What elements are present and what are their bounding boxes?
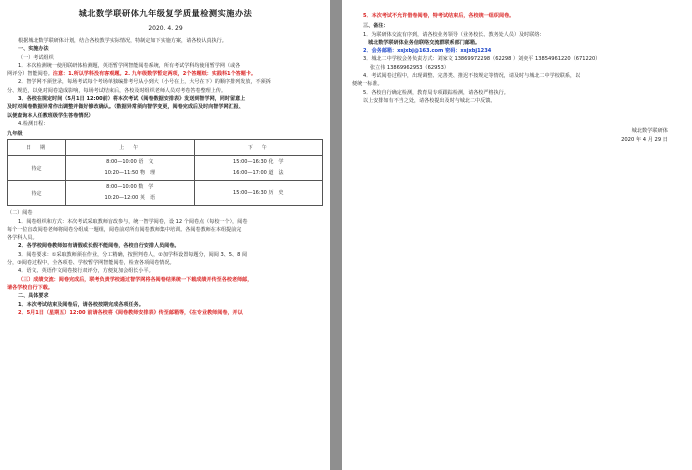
red-notice: 2．5月1日（星期五）12:00 前请各校将《阅卷教师安排表》传至邮箱等，《在专业教师阅卷，并以 <box>18 309 243 316</box>
schedule-label: 4.检测日程： <box>18 120 49 127</box>
intro-paragraph: 根据城北数学联研体计划，结合各校教学实际情况，特制定如下实施方案，请各校认真执行。 <box>18 38 227 44</box>
note-line: 4．考试阅卷过程中，出现调整、完善类、推迟不按规定等情况，请及时与城北二中学校联系，以 <box>363 73 581 80</box>
grade-label: 九年级 <box>7 131 23 138</box>
note-line: 5．各校自行确定检测，教育局专项跟踪检测，请各校严格执行。 <box>363 89 509 96</box>
note-line: 便统一标准。 <box>352 81 383 88</box>
red-notice: 请各学校自行下载。 <box>7 284 53 291</box>
document-page-1 <box>0 0 330 470</box>
note-line: 1．为联研体交流有序到，请各校业务领导（业务校长、教务处人员）及时联络： <box>363 31 545 38</box>
signature-date: 2020 年 4 月 29 日 <box>621 137 668 144</box>
paragraph-line: 2．智学网不须登录，每场考试每个考场单独编排考号从小到大（小号在上，大号在下）的顺序排列发放，不须拆 <box>18 79 271 86</box>
paragraph-line-bold: 以便查询本人任教班级学生答卷情况） <box>7 112 94 119</box>
table-cell: 8:00—10:00 语 文 10:20—11:50 物 理 <box>66 156 195 181</box>
page-gutter <box>330 0 342 470</box>
table-cell: 15:00—16:30 化 学 16:00—17:00 道 法 <box>194 156 323 181</box>
red-notice: 注意：1.所以学科没有客观题。2. 九年级数学暂定两项，2个答题纸：实践科1个答题卡。 <box>52 71 257 78</box>
paragraph-line: 3．阅卷要求：①采取教师须在作业，分工精确，按照判卷人，②加学科设置每题分，阅阅 3、5、8 阅 <box>18 251 248 258</box>
table-header-row <box>8 140 323 156</box>
table-row <box>8 181 323 206</box>
exam-schedule-table <box>7 139 323 206</box>
paragraph-line-bold: 1．本次考试结束及阅卷后，请各校按期完成各项任务。 <box>18 301 144 308</box>
table-header: 上 午 <box>66 140 195 156</box>
note-line: 3．城北二中学校会务负责方式：刘家文 13869972298（62298 ）刘奕平 13854961220（671220） <box>363 56 601 63</box>
red-notice: 5．本次考试不允许借卷阅卷，特考试结束后，各校统一组织阅卷。 <box>363 13 515 19</box>
table-cell: 8:00—10:00 数 学 10:20—12:00 英 语 <box>66 181 195 206</box>
table-cell-date: 待定 <box>8 181 66 206</box>
paragraph-line: 网评分）智能阅卷。注意：1.所以学科没有客观题。2. 九年级数学暂定两项，2个答题纸：实践科1个答题卡。 <box>7 71 257 78</box>
red-notice: （三）成绩交流：阅卷完成后，联考负责学校通过智学网将各阅卷结果统一下载成绩并传至各校老师邮， <box>18 276 253 283</box>
paragraph-line-bold: 及时对阅卷数据异常作出调整并做好修改确认。（数据异常须向智学变更，阅卷完成后及时向智学网汇报、 <box>7 104 244 111</box>
note-line: 以上安排如有不当之处，请各校提出及时与城北二中反馈。 <box>363 97 496 104</box>
paragraph-line-bold: 3．各校在规定时间（5月1日 12:00前）将本次考试《阅卷数据安排表》发送到智学网，同时留意上 <box>18 96 246 103</box>
note-line: 张立伟 13869962953（62953） <box>370 64 449 71</box>
email-line[interactable]: 2．会务邮箱：xsjxbj@163.com 密码：xsjxbj1234 <box>363 48 492 55</box>
table-header: 下 午 <box>194 140 323 156</box>
paragraph-line: 分、规范，以免对阅卷造成影响，每场考试结束后，各校及时组织老师人员对考卷答卷整理上传。 <box>7 87 227 94</box>
subsection-heading: （一）考试组织 <box>18 54 54 61</box>
section-heading: 三、备注： <box>363 23 389 30</box>
note-line-bold: 城北数学联研体业务信联络交流群联系部门邮箱。 <box>368 39 481 46</box>
paragraph-line: 每个一位盲改阅卷老师将阅卷分组成一题组，阅卷前对所有阅卷教师集中培训。各阅卷教师在本组提前完 <box>7 226 242 233</box>
paragraph-line: 分，③阅卷过程中，全各项卷、学校暂学网智能阅卷，检查各项阅卷情况。 <box>7 260 175 267</box>
subsection-heading: （二）阅卷 <box>7 210 33 217</box>
paragraph-line-bold: 2．各学校阅卷教师如有请假或长假不能阅卷，各校自行安排人员阅卷。 <box>18 243 180 250</box>
section-heading: 二、具体要求 <box>18 293 49 300</box>
document-title: 城北数学联研体九年级复学质量检测实施办法 <box>78 8 253 18</box>
document-date: 2020. 4. 29 <box>148 25 183 32</box>
paragraph-line: 1．阅卷组织和方式：本次考试采取教师盲改参与，统一智学阅卷，设 12 个阅卷点（每校一个），阅卷 <box>18 218 248 225</box>
document-page-2 <box>342 0 692 470</box>
table-cell-date: 待定 <box>8 156 66 181</box>
section-heading: 一、实施办法 <box>18 46 49 53</box>
paragraph-line: 1．本次检测统一使用联研体检测题，英语暂学网智能阅卷系统，所有考试学科均使用暂学网（或各 <box>18 62 241 69</box>
paragraph-line: 4．语文、英语作文阅卷按行双评分，方便复加会组长小平。 <box>18 268 154 275</box>
paragraph-line: 各学科人员。 <box>7 235 38 242</box>
table-cell: 15:00—16:30 历 史 <box>194 181 323 206</box>
table-row <box>8 156 323 181</box>
signature-org: 城北数学联研体 <box>631 128 668 135</box>
table-header: 日 期 <box>8 140 66 156</box>
